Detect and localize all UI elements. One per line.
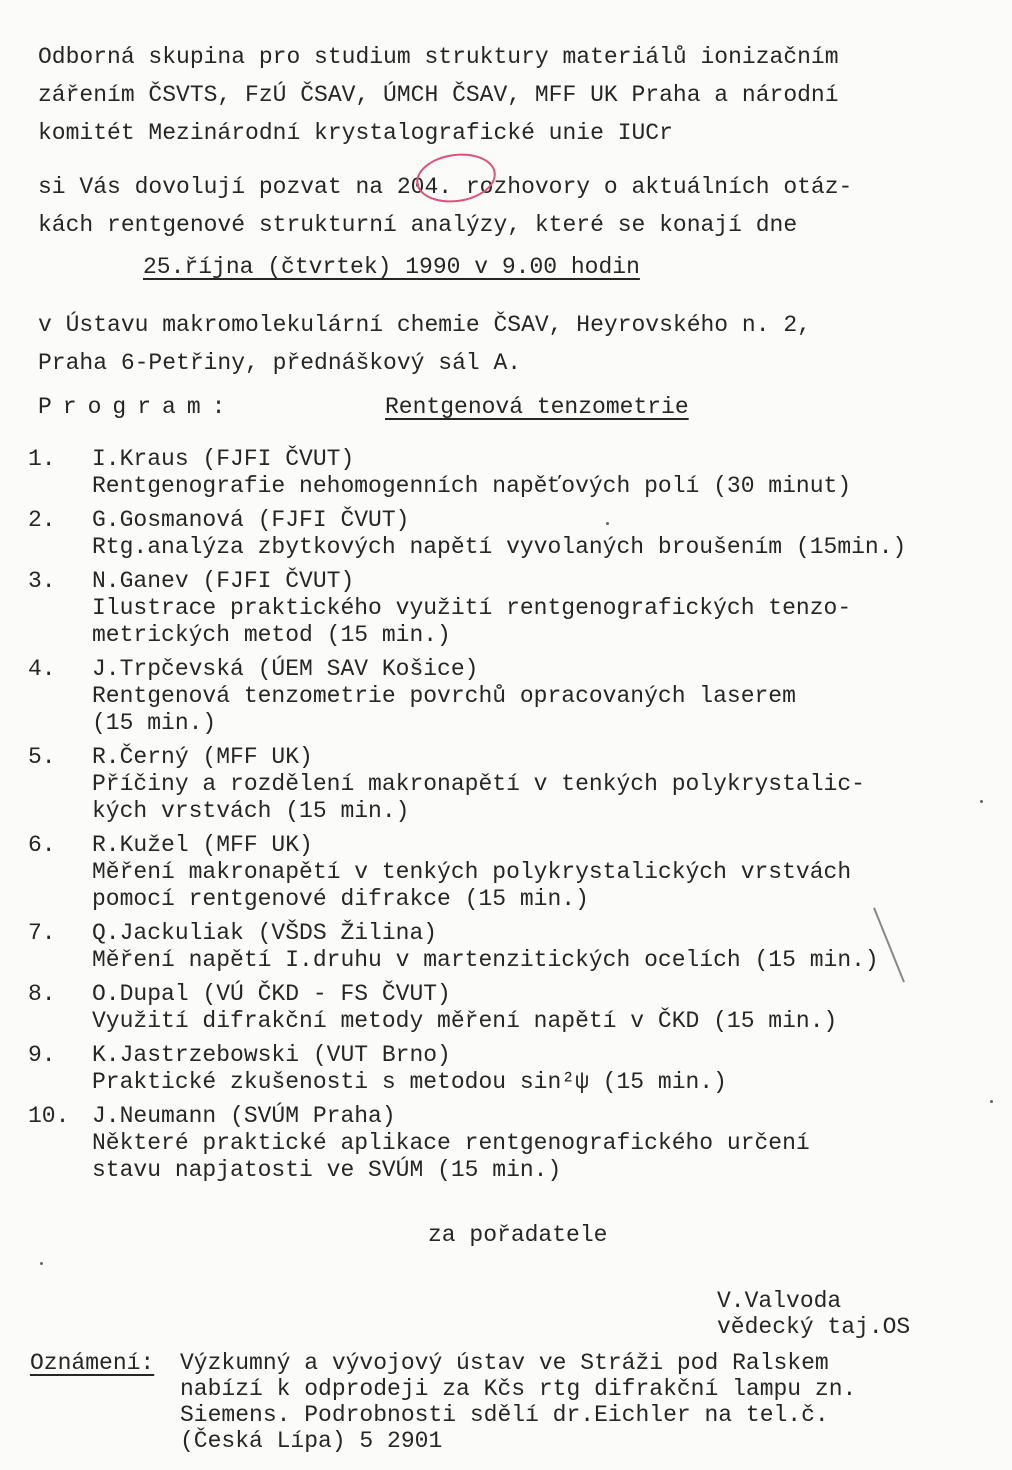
program-title: Rentgenová tenzometrie	[385, 394, 689, 420]
talk-list	[28, 446, 998, 1191]
signature-role: vědecký taj.OS	[717, 1314, 911, 1340]
talk-item	[28, 1103, 998, 1184]
intro-paragraph	[38, 38, 968, 152]
talk-number: 6.	[28, 832, 56, 858]
organizer-line: za pořadatele	[428, 1222, 608, 1248]
talk-speaker: N.Ganev (FJFI ČVUT)	[92, 568, 355, 594]
talk-item	[28, 920, 998, 974]
talk-speaker: J.Neumann (SVÚM Praha)	[92, 1103, 396, 1129]
event-date: 25.října (čtvrtek) 1990 v 9.00 hodin	[143, 254, 640, 280]
notice-line: Siemens. Podrobnosti sdělí dr.Eichler na tel.č.	[180, 1402, 829, 1428]
notice-text	[180, 1350, 960, 1454]
intro-line: komitét Mezinárodní krystalografické unie IUCr	[38, 120, 673, 146]
intro-line: zářením ČSVTS, FzÚ ČSAV, ÚMCH ČSAV, MFF UK Praha a národní	[38, 82, 839, 108]
talk-item	[28, 744, 998, 825]
talk-number: 9.	[28, 1042, 56, 1068]
signature-name: V.Valvoda	[717, 1288, 842, 1314]
talk-speaker: R.Kužel (MFF UK)	[92, 832, 313, 858]
talk-number: 2.	[28, 507, 56, 533]
place-line: v Ústavu makromolekulární chemie ČSAV, Heyrovského n. 2,	[38, 312, 811, 338]
talk-speaker: I.Kraus (FJFI ČVUT)	[92, 446, 355, 472]
invitation-paragraph	[38, 168, 968, 244]
talk-number: 7.	[28, 920, 56, 946]
notice-line: (Česká Lípa) 5 2901	[180, 1428, 443, 1454]
talk-speaker: K.Jastrzebowski (VUT Brno)	[92, 1042, 451, 1068]
talk-title: Příčiny a rozdělení makronapětí v tenkých polykrystalic- kých vrstvách (15 min.)	[92, 771, 865, 824]
signature-block	[717, 1288, 910, 1340]
talk-item	[28, 832, 998, 913]
talk-title: Praktické zkušenosti s metodou sin²ψ (15 min.)	[92, 1069, 727, 1095]
talk-item	[28, 981, 998, 1035]
talk-speaker: J.Trpčevská (ÚEM SAV Košice)	[92, 656, 479, 682]
talk-number: 4.	[28, 656, 56, 682]
talk-speaker: R.Černý (MFF UK)	[92, 744, 313, 770]
ink-speck	[40, 1262, 43, 1265]
ink-speck	[606, 522, 609, 525]
talk-number: 1.	[28, 446, 56, 472]
invite-line: kách rentgenové strukturní analýzy, které se konají dne	[38, 212, 798, 238]
talk-item	[28, 1042, 998, 1096]
talk-title: Některé praktické aplikace rentgenografického určení stavu napjatosti ve SVÚM (15 min.)	[92, 1130, 810, 1183]
talk-item	[28, 656, 998, 737]
notice-label: Oznámení:	[30, 1350, 155, 1376]
talk-title: Ilustrace praktického využití rentgenografických tenzo- metrických metod (15 min.)	[92, 595, 852, 648]
talk-item	[28, 446, 998, 500]
talk-title: Měření makronapětí v tenkých polykrystalických vrstvách pomocí rentgenové difrakce (15 min.)	[92, 859, 852, 912]
talk-speaker: G.Gosmanová (FJFI ČVUT)	[92, 507, 410, 533]
talk-number: 3.	[28, 568, 56, 594]
ink-speck	[990, 1100, 993, 1103]
ink-speck	[980, 800, 983, 803]
talk-number: 10.	[28, 1103, 70, 1129]
talk-title: Rtg.analýza zbytkových napětí vyvolaných broušením (15min.)	[92, 534, 907, 560]
talk-speaker: O.Dupal (VÚ ČKD - FS ČVUT)	[92, 981, 451, 1007]
talk-number: 5.	[28, 744, 56, 770]
talk-number: 8.	[28, 981, 56, 1007]
intro-line: Odborná skupina pro studium struktury materiálů ionizačním	[38, 44, 839, 70]
notice-line: Výzkumný a vývojový ústav ve Stráži pod Ralskem	[180, 1350, 829, 1376]
invite-line: si Vás dovolují pozvat na 204. rozhovory o aktuálních otáz-	[38, 174, 853, 200]
program-label: Program:	[38, 394, 237, 420]
talk-item	[28, 568, 998, 649]
place-line: Praha 6-Petřiny, přednáškový sál A.	[38, 350, 522, 376]
event-location	[38, 306, 968, 382]
notice-line: nabízí k odprodeji za Kčs rtg difrakční lampu zn.	[180, 1376, 857, 1402]
talk-speaker: Q.Jackuliak (VŠDS Žilina)	[92, 920, 438, 946]
talk-title: Využití difrakční metody měření napětí v ČKD (15 min.)	[92, 1008, 838, 1034]
talk-title: Rentgenografie nehomogenních napěťových polí (30 minut)	[92, 473, 852, 499]
talk-item	[28, 507, 998, 561]
talk-title: Rentgenová tenzometrie povrchů opracovaných laserem (15 min.)	[92, 683, 796, 736]
talk-title: Měření napětí I.druhu v martenzitických ocelích (15 min.)	[92, 947, 879, 973]
